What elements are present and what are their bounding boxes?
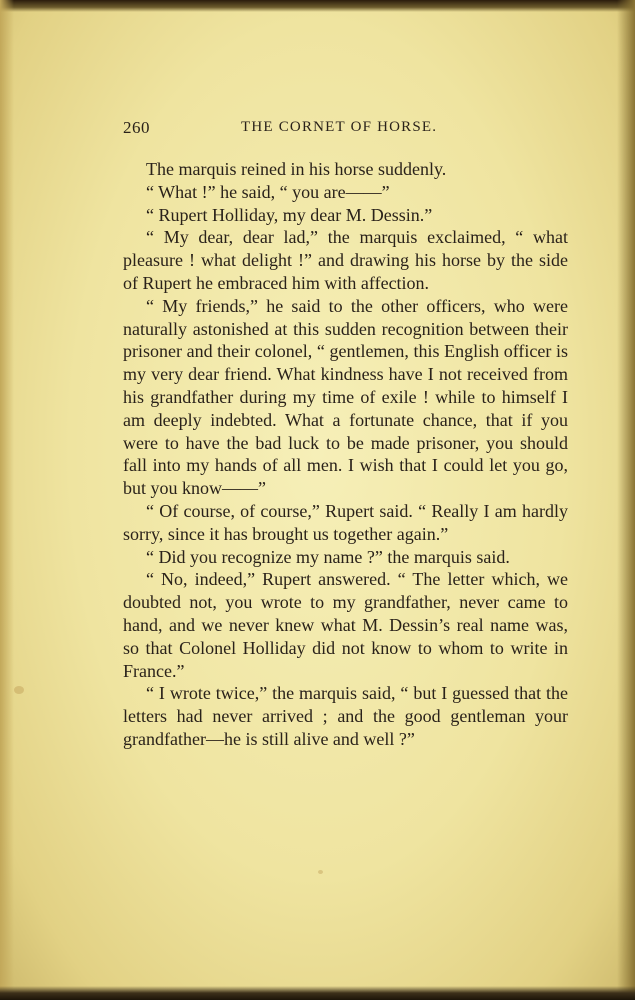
page-bottom-edge <box>0 986 635 1000</box>
page-top-edge <box>0 0 635 12</box>
running-head: THE CORNET OF HORSE. <box>241 119 438 135</box>
page-right-edge <box>617 0 635 1000</box>
body-text <box>123 158 568 751</box>
paragraph: “ I wrote twice,” the marquis said, “ but I guessed that the letters had never arrived ; and the good gentleman your grandfather—he is still alive and well ?” <box>123 683 568 749</box>
paragraph: “ No, indeed,” Rupert answered. “ The letter which, we doubted not, you wrote to my grandfather, never came to hand, and we never knew what M. Dessin’s real name was, so that Colonel Holliday did not know to whom to write in France.” <box>123 569 568 681</box>
paragraph: “ What !” he said, “ you are——” <box>146 181 390 202</box>
paragraph: “ My dear, dear lad,” the marquis exclaimed, “ what pleasure ! what delight !” and drawing his horse by the side of Rupert he embraced him with affection. <box>123 227 568 293</box>
foxing-spot <box>318 870 323 874</box>
page-number: 260 <box>123 118 150 137</box>
page-left-edge <box>0 0 14 1000</box>
foxing-spot <box>14 686 24 694</box>
paragraph: “ Of course, of course,” Rupert said. “ Really I am hardly sorry, since it has brought us together again.” <box>123 500 568 544</box>
paragraph: “ My friends,” he said to the other officers, who were naturally astonished at this sudden recognition between their prisoner and their colonel, “ gentlemen, this English officer is my very dear friend. What kindness have I not received from his grandfather during my time of exile ! while to himself I am deeply indebted. What a fortunate chance, that if you were to have the bad luck to be made prisoner, you should fall into my hands of all men. I wish that I could let you go, but you know——” <box>123 295 568 499</box>
paragraph: The marquis reined in his horse suddenly. <box>146 159 447 179</box>
paragraph: “ Did you recognize my name ?” the marquis said. <box>146 546 510 567</box>
paragraph: “ Rupert Holliday, my dear M. Dessin.” <box>146 204 433 225</box>
page-header <box>123 118 568 140</box>
